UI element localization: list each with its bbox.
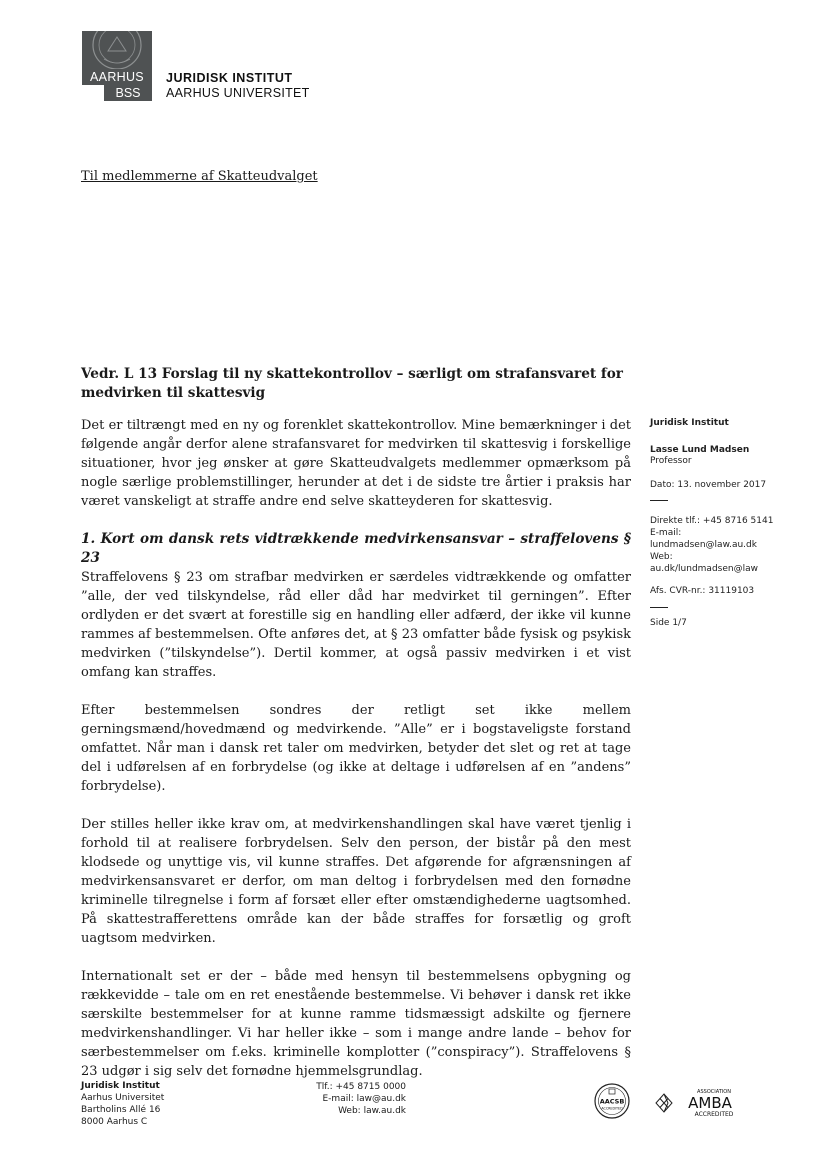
logo-word-aarhus: AARHUS: [82, 69, 152, 85]
footer-street: Bartholins Allé 16: [81, 1105, 161, 1115]
sender-email[interactable]: lundmadsen@law.au.dk: [650, 540, 757, 550]
institute-header: [166, 71, 310, 101]
footer-phone: Tlf.: +45 8715 0000: [316, 1082, 406, 1092]
body-paragraph-1: Det er tiltrængt med en ny og forenklet skattekontrollov. Mine bemærkninger i det følgende angår derfor alene strafansvaret for medvirken til skattesvig i forskellige situationer, hvor jeg ønsker at gøre Skatteudvalgets medlemmer opmærksom på nogle særlige problemstillinger, herunder at det i de sidste tre årtier i praksis har været vanskeligt at straffe andre end selve skatteyderen for skattesvig.: [81, 418, 631, 509]
recipient-line: Til medlemmerne af Skatteudvalget: [81, 169, 318, 184]
footer-address: [81, 1080, 164, 1128]
page-number: Side 1/7: [650, 618, 687, 628]
body-paragraph-3: Efter bestemmelsen sondres der retligt set ikke mellem gerningsmænd/hovedmænd og medvirkende. ”Alle” er i bogstaveligste forstand omfattet. Når man i dansk ret taler om medvirken, betyder det slet og ret at tage del i udførelsen af en forbrydelse (og ikke at deltage i udførelsen af en ”andens” forbrydelse).: [81, 703, 631, 794]
footer-email[interactable]: E-mail: law@au.dk: [322, 1094, 406, 1104]
sender-contact: [650, 515, 810, 575]
footer-org: Juridisk Institut: [81, 1081, 160, 1091]
sidebar-org: Juridisk Institut: [650, 418, 729, 428]
body-paragraph-2: Straffelovens § 23 om strafbar medvirken er særdeles vidtrækkende og omfatter ”alle, der ved tilskyndelse, råd eller dåd har medvirket til gerningen”. Efter ordlyden er det svært at forestille sig en handling eller adfærd, der ikke vil kunne rammes af bestemmelsen. Ofte anføres det, at § 23 omfatter både fysisk og psykisk medvirken (”tilskyndelse”). Dertil kommer, at også passiv medvirken i et vist omfang kan straffes.: [81, 570, 631, 680]
letter-body: [81, 416, 631, 1081]
sender-title: Professor: [650, 456, 692, 466]
institute-name: JURIDISK INSTITUT: [166, 71, 293, 85]
amba-sub-text: ACCREDITED: [694, 1111, 734, 1118]
amba-text: AMBA: [688, 1094, 732, 1112]
section-heading-1: 1. Kort om dansk rets vidtrækkende medvirkensansvar – straffelovens § 23: [81, 531, 631, 566]
sender-phone: Direkte tlf.: +45 8716 5141: [650, 516, 774, 526]
footer-web[interactable]: Web: law.au.dk: [338, 1106, 406, 1116]
sender-sidebar: [650, 418, 810, 628]
sender-name: Lasse Lund Madsen: [650, 445, 750, 455]
footer-univ: Aarhus Universitet: [81, 1093, 165, 1103]
footer-city: 8000 Aarhus C: [81, 1117, 148, 1127]
aacsb-text: AACSB: [599, 1097, 625, 1106]
aacsb-accreditation-badge: [594, 1083, 630, 1119]
body-paragraph-5: Internationalt set er der – både med hensyn til bestemmelsens opbygning og rækkevidde – tale om en ret enestående bestemmelse. Vi behøver i dansk ret ikke særskilte bestemmelser for at kunne ramme tidsmæssigt adskilte og fjernere medvirkenshandlinger. Vi har heller ikke – som i mange andre lande – behov for særbestemmelser om f.eks. kriminelle komplotter (”conspiracy”). Straffelovens § 23 udgør i sig selv det fornødne hjemmelsgrundlag.: [81, 969, 631, 1079]
sender-web[interactable]: au.dk/lundmadsen@law: [650, 564, 758, 574]
amba-top-text: ASSOCIATION: [697, 1089, 731, 1095]
letter-date: Dato: 13. november 2017: [650, 480, 767, 490]
aacsb-sub-text: ACCREDITED: [601, 1106, 623, 1111]
sender-web-label: Web:: [650, 552, 673, 562]
university-name: AARHUS UNIVERSITET: [166, 86, 310, 100]
sender-cvr: Afs. CVR-nr.: 31119103: [650, 586, 755, 596]
sender-email-label: E-mail:: [650, 528, 682, 538]
logo-word-bss: BSS: [104, 85, 152, 101]
amba-accreditation-badge: [654, 1085, 754, 1121]
amba-diamond-icon: [656, 1094, 672, 1112]
aarhus-bss-logo: [82, 31, 152, 101]
footer-contact: [300, 1081, 406, 1117]
body-paragraph-4: Der stilles heller ikke krav om, at medvirkenshandlingen skal have været tjenlig i forhold til at realisere forbrydelsen. Selv den person, der bistår på den mest klodsede og unyttige vis, vil kunne straffes. Det afgørende for afgrænsningen af medvirkensansvaret er derfor, om man deltog i forbrydelsen med den fornødne kriminelle tilregnelse i form af forsæt eller efter omstændighederne uagtsomhed. På skattestrafferettens område kan der både straffes for forsætlig og groft uagtsom medvirken.: [81, 817, 631, 946]
subject-heading: Vedr. L 13 Forslag til ny skattekontrollov – særligt om strafansvaret for medvirken til skattesvig: [81, 366, 623, 401]
university-seal-icon: [82, 31, 152, 69]
